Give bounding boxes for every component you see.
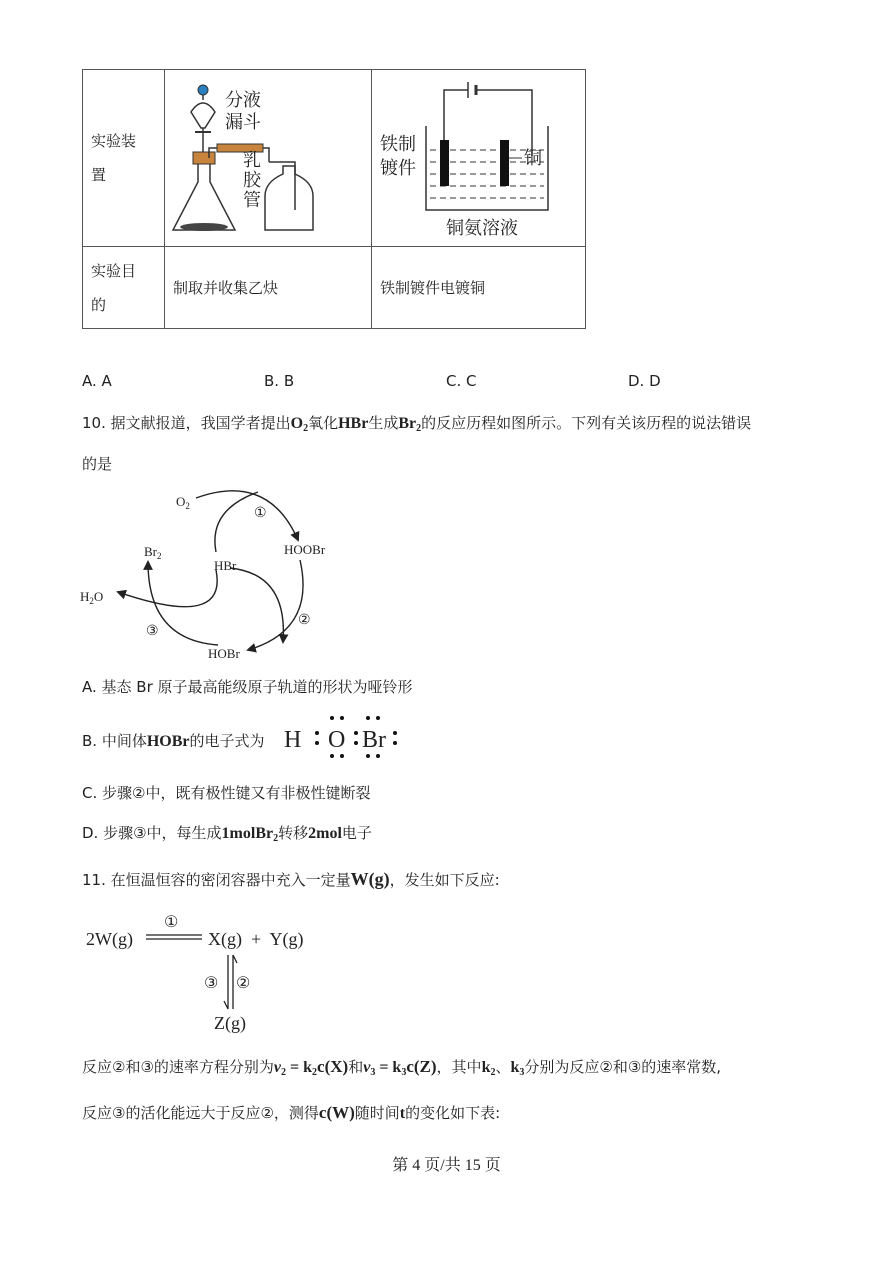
purpose-d: 铁制镀件电镀铜 bbox=[372, 247, 586, 329]
diagram-step-1: ① bbox=[254, 506, 267, 521]
q10-stem-line2: 的是 bbox=[82, 455, 113, 473]
page-footer: 第 4 页/共 15 页 bbox=[392, 1157, 501, 1174]
diagram-br2: $Br_2$ bbox=[144, 544, 162, 561]
experiment-table bbox=[82, 69, 586, 329]
q9-option-a: A. A bbox=[82, 372, 112, 390]
diagram-o2: $O_2$ bbox=[176, 494, 190, 511]
diagram-step-2: ② bbox=[298, 613, 311, 628]
label-copper: 铜 bbox=[524, 148, 542, 168]
purpose-c: 制取并收集乙炔 bbox=[165, 247, 372, 329]
electroplating-apparatus-drawing bbox=[372, 70, 585, 246]
scheme-step-2: ② bbox=[236, 975, 251, 992]
diagram-hbr: HBr bbox=[214, 558, 237, 573]
diagram-hoobr: HOOBr bbox=[284, 542, 326, 557]
label-solution: 铜氨溶液 bbox=[446, 218, 518, 238]
lewis-h: H bbox=[284, 727, 302, 753]
diagram-step-3: ③ bbox=[146, 624, 159, 639]
q10-stem-line1: 10. 据文献报道，我国学者提出$O_2$氧化HBr生成$Br_2$的反应历程如图所示。下列有关该历程的说法错误 bbox=[82, 414, 752, 434]
q10-reaction-cycle-diagram bbox=[78, 480, 358, 665]
lewis-structure-hobr bbox=[284, 712, 404, 760]
diagram-hobr: HOBr bbox=[208, 646, 240, 661]
scheme-step-3: ③ bbox=[204, 975, 219, 992]
q10-option-d: D. 步骤③中，每生成1molBr$_2$转移2mol电子 bbox=[82, 824, 372, 844]
label-iron-2: 镀件 bbox=[380, 158, 416, 178]
label-funnel-2: 漏斗 bbox=[225, 112, 261, 132]
scheme-z: Z(g) bbox=[214, 1013, 246, 1033]
q10-option-b: B. 中间体HOBr的电子式为 bbox=[82, 732, 265, 750]
q10-option-a: A. 基态 Br 原子最高能级原子轨道的形状为哑铃形 bbox=[82, 678, 413, 696]
label-tube-3: 管 bbox=[243, 190, 261, 210]
scheme-products: X(g) + Y(g) bbox=[208, 929, 304, 949]
label-iron-1: 铁制 bbox=[380, 134, 416, 154]
lewis-o: O bbox=[328, 727, 346, 753]
lewis-br: Br bbox=[362, 727, 386, 753]
label-tube-1: 乳 bbox=[243, 150, 261, 170]
apparatus-d bbox=[372, 70, 586, 247]
row-label-purpose: 实验目 的 bbox=[83, 247, 165, 329]
diagram-h2o: $H_2O$ bbox=[80, 589, 104, 606]
q11-rate-line: 反应②和③的速率方程分别为$v_2 = k_2c(X)$和$v_3 = k_3c(Z)$，其中$k_2$、$k_3$分别为反应②和③的速率常数, bbox=[82, 1057, 722, 1078]
q9-option-d: D. D bbox=[628, 372, 661, 390]
q11-activation-line: 反应③的活化能远大于反应②，测得c(W)随时间t的变化如下表: bbox=[82, 1103, 501, 1122]
label-tube-2: 胶 bbox=[243, 170, 261, 190]
label-funnel-1: 分液 bbox=[225, 90, 261, 110]
scheme-reactant: 2W(g) bbox=[86, 929, 133, 949]
q11-stem: 11. 在恒温恒容的密闭容器中充入一定量W(g)，发生如下反应: bbox=[82, 869, 500, 889]
row-label-apparatus: 实验装 置 bbox=[83, 70, 165, 247]
apparatus-c bbox=[165, 70, 372, 247]
q9-option-b: B. B bbox=[264, 372, 295, 390]
q10-option-c: C. 步骤②中，既有极性键又有非极性键断裂 bbox=[82, 784, 371, 802]
q9-option-c: C. C bbox=[446, 372, 477, 390]
q11-reaction-scheme bbox=[82, 905, 342, 1035]
acetylene-apparatus-drawing bbox=[165, 70, 371, 246]
scheme-step-1: ① bbox=[164, 914, 179, 931]
